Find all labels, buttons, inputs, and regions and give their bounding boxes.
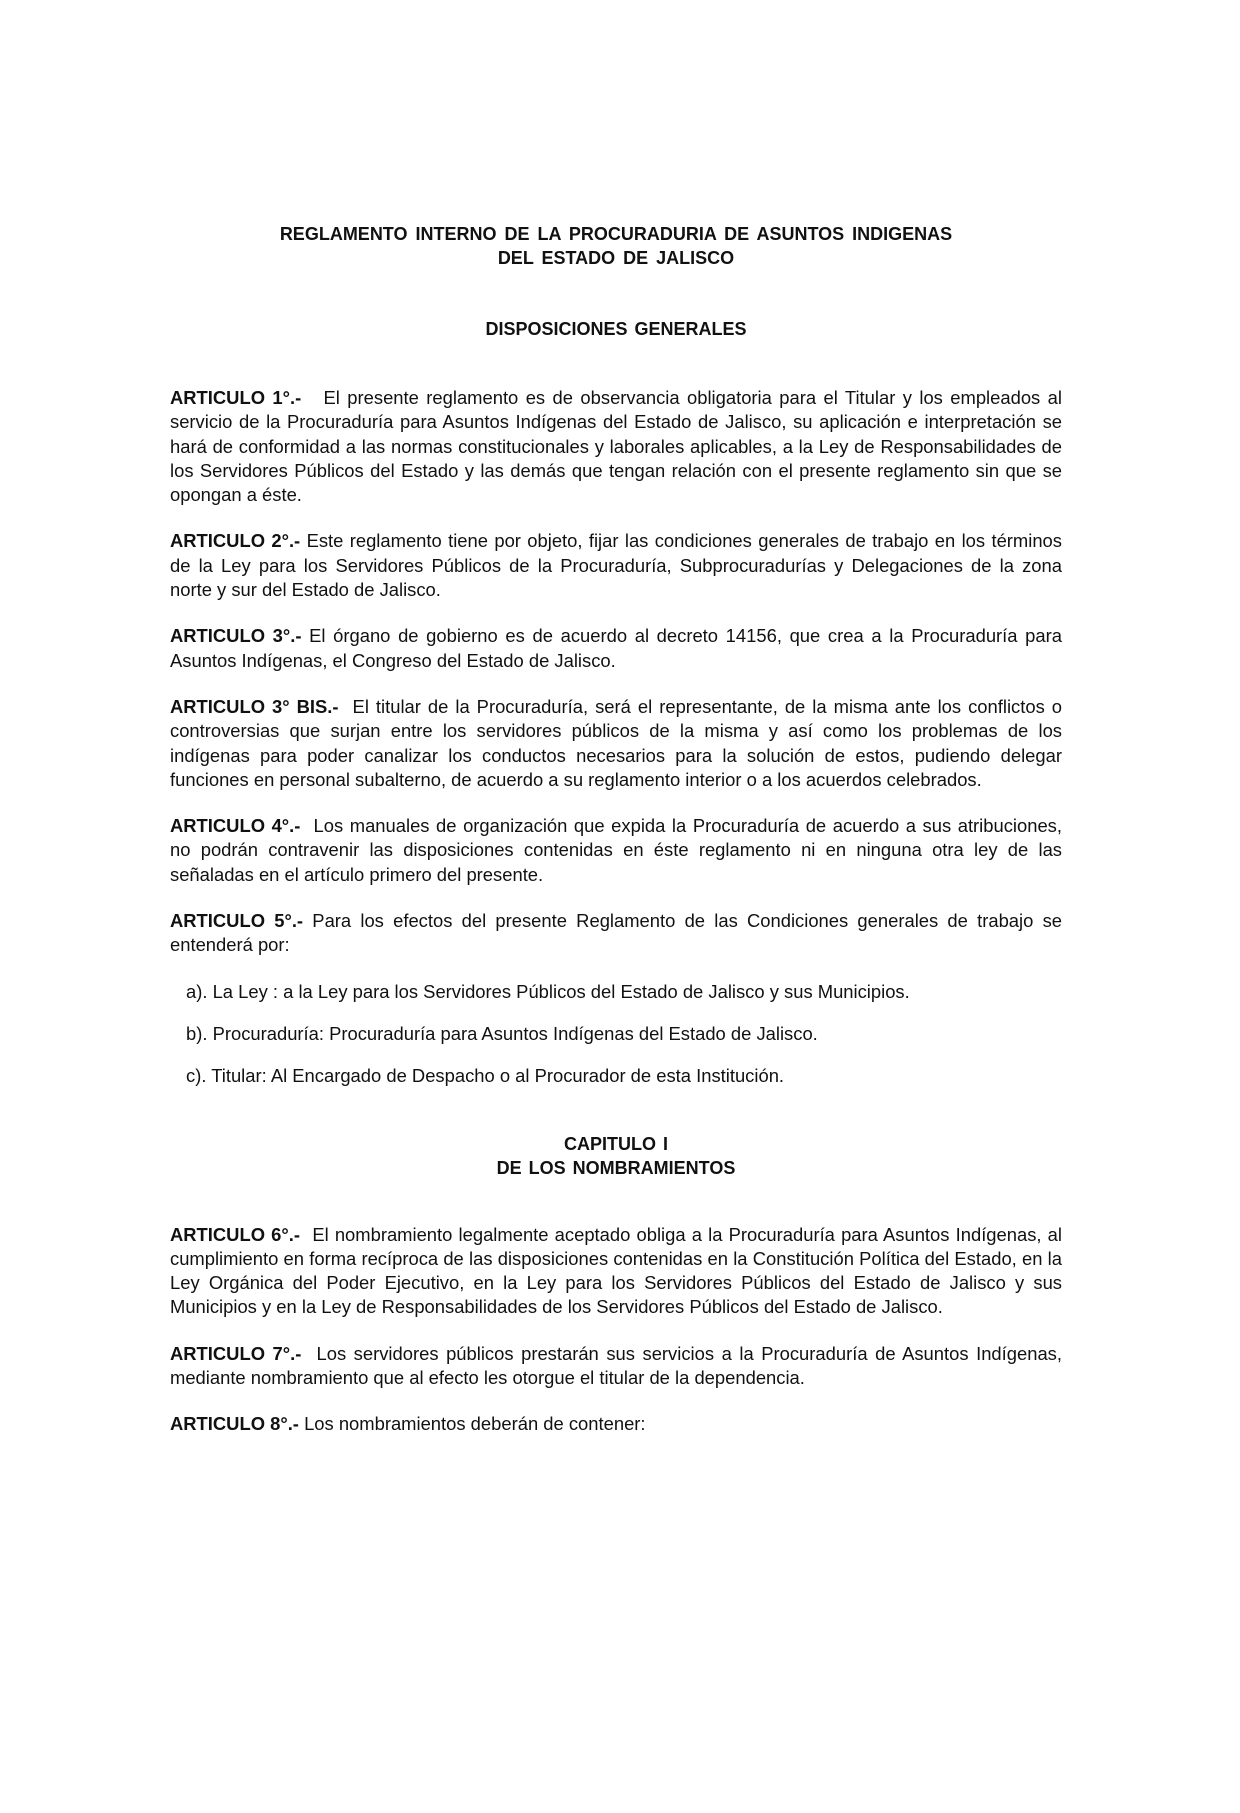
article-label: ARTICULO 5°.- [170, 910, 304, 932]
article-2 [170, 529, 1062, 602]
article-text: Para los efectos del presente Reglamento de las Condiciones generales de trabajo se entenderá por: [170, 910, 1062, 956]
article-text: Este reglamento tiene por objeto, fijar las condiciones generales de trabajo en los términos de la Ley para los Servidores Públicos de la Procuraduría, Subprocuradurías y Delegaciones de la zona norte y sur del Estado de Jalisco. [170, 530, 1062, 601]
definition-item-b: b). Procuraduría: Procuraduría para Asuntos Indígenas del Estado de Jalisco. [186, 1022, 818, 1044]
article-text: El nombramiento legalmente aceptado obliga a la Procuraduría para Asuntos Indígenas, al cumplimiento en forma recíproca de las disposiciones contenidas en la Constitución Política del Estado, en la Ley Orgánica del Poder Ejecutivo, en la Ley para los Servidores Públicos del Estado de Jalisco y sus Municipios y en la Ley de Responsabilidades de los Servidores Públicos del Estado de Jalisco. [170, 1223, 1062, 1318]
article-8 [170, 1412, 1062, 1436]
chapter-heading-line-1: CAPITULO I [564, 1133, 668, 1154]
article-label: ARTICULO 3° BIS.- [170, 695, 339, 717]
article-text: Los nombramientos deberán de contener: [304, 1413, 646, 1435]
section-heading-disposiciones: DISPOSICIONES GENERALES [485, 319, 747, 339]
definition-item-a: a). La Ley : a la Ley para los Servidores Públicos del Estado de Jalisco y sus Municipios. [186, 980, 910, 1002]
article-3 [170, 624, 1062, 673]
article-label: ARTICULO 1°.- [170, 387, 302, 408]
article-text: Los manuales de organización que expida la Procuraduría de acuerdo a sus atribuciones, no podrán contravenir las disposiciones contenidas en éste reglamento ni en ninguna otra ley de las señaladas en el artículo primero del presente. [170, 815, 1062, 885]
article-6 [170, 1223, 1062, 1320]
article-label: ARTICULO 2°.- [170, 530, 301, 552]
article-5 [170, 909, 1062, 958]
article-1 [170, 386, 1062, 507]
document-title-line-1: REGLAMENTO INTERNO DE LA PROCURADURIA DE ASUNTOS INDIGENAS [279, 224, 953, 244]
document-title-line-2: DEL ESTADO DE JALISCO [497, 248, 735, 268]
article-text: El presente reglamento es de observancia obligatoria para el Titular y los empleados al servicio de la Procuraduría para Asuntos Indígenas del Estado de Jalisco, su aplicación e interpretación se hará de conformidad a las normas constitucionales y laborales aplicables, a la Ley de Responsabilidades de los Servidores Públicos del Estado y las demás que tengan relación con el presente reglamento sin que se opongan a éste. [170, 387, 1062, 506]
article-label: ARTICULO 6°.- [170, 1223, 300, 1245]
article-label: ARTICULO 8°.- [170, 1413, 299, 1435]
document-page [170, 222, 1062, 1437]
article-label: ARTICULO 4°.- [170, 815, 301, 837]
article-text: El órgano de gobierno es de acuerdo al decreto 14156, que crea a la Procuraduría para Asuntos Indígenas, el Congreso del Estado de Jalisco. [170, 625, 1062, 671]
chapter-heading-line-2: DE LOS NOMBRAMIENTOS [496, 1157, 736, 1178]
article-text: El titular de la Procuraduría, será el representante, de la misma ante los conflictos o controversias que surjan entre los servidores públicos de la misma y así como los problemas de los indígenas para poder canalizar los conductos necesarios para la solución de estos, pudiendo delegar funciones en personal subalterno, de acuerdo a su reglamento interior o a los acuerdos celebrados. [170, 695, 1063, 790]
article-label: ARTICULO 3°.- [170, 625, 302, 647]
article-label: ARTICULO 7°.- [170, 1342, 302, 1364]
article-7 [170, 1342, 1062, 1391]
article-3-bis [170, 695, 1062, 792]
definition-item-c: c). Titular: Al Encargado de Despacho o al Procurador de esta Institución. [186, 1065, 785, 1087]
article-4 [170, 814, 1062, 887]
article-text: Los servidores públicos prestarán sus servicios a la Procuraduría de Asuntos Indígenas, mediante nombramiento que al efecto les otorgue el titular de la dependencia. [170, 1342, 1062, 1389]
